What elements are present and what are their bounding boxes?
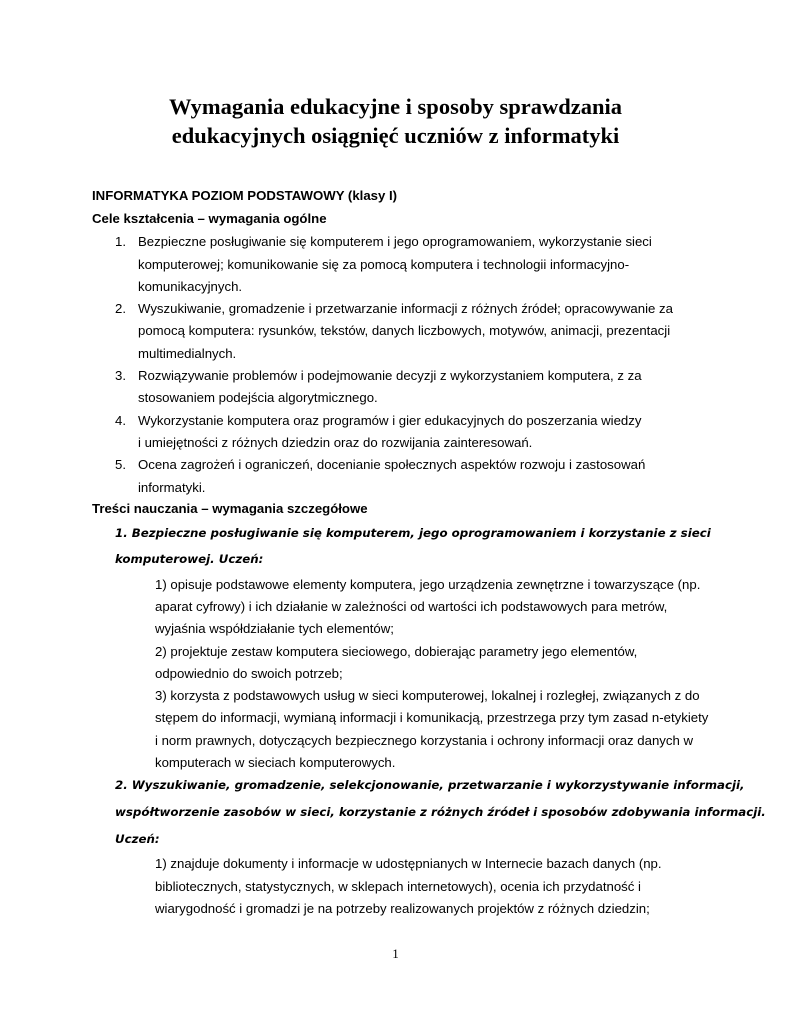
goal-number: 4. [115, 413, 126, 428]
subsection-2-heading: 2. Wyszukiwanie, gromadzenie, selekcjonowanie, przetwarzanie i wykorzystywanie informacji, [115, 778, 745, 792]
content-heading: Treści nauczania – wymagania szczegółowe [92, 501, 368, 516]
requirement-line: aparat cyfrowy) i ich działanie w zależności od wartości ich podstawowych para metrów, [155, 599, 668, 614]
goal-number: 3. [115, 368, 126, 383]
goal-line: Wykorzystanie komputera oraz programów i gier edukacyjnych do poszerzania wiedzy [138, 413, 642, 428]
goal-line: i umiejętności z różnych dziedzin oraz do rozwijania zainteresowań. [138, 435, 533, 450]
goal-number: 5. [115, 457, 126, 472]
goal-line: komunikacyjnych. [138, 279, 243, 294]
requirement-line: 1) opisuje podstawowe elementy komputera, jego urządzenia zewnętrzne i towarzyszące (np. [155, 577, 701, 592]
goals-heading: Cele kształcenia – wymagania ogólne [92, 211, 327, 226]
title-line-2: edukacyjnych osiągnięć uczniów z informatyki [171, 123, 620, 148]
requirement-line: stępem do informacji, wymianą informacji i komunikacją, przestrzega przy tym zasad n-etykiety [155, 710, 709, 725]
title-line-1: Wymagania edukacyjne i sposoby sprawdzania [169, 94, 622, 119]
subsection-1-heading: 1. Bezpieczne posługiwanie się komputerem, jego oprogramowaniem i korzystanie z sieci [115, 526, 711, 540]
requirement-line: bibliotecznych, statystycznych, w sklepach internetowych), ocenia ich przydatność i [155, 879, 641, 894]
subsection-1-heading: komputerowej. Uczeń: [115, 552, 264, 566]
goal-line: Bezpieczne posługiwanie się komputerem i jego oprogramowaniem, wykorzystanie sieci [138, 234, 652, 249]
goal-line: Ocena zagrożeń i ograniczeń, docenianie społecznych aspektów rozwoju i zastosowań [138, 457, 646, 472]
goal-number: 1. [115, 234, 126, 249]
requirement-line: i norm prawnych, dotyczących bezpiecznego korzystania i ochrony informacji oraz danych w [155, 733, 694, 748]
goal-number: 2. [115, 301, 126, 316]
requirement-line: 2) projektuje zestaw komputera sieciowego, dobierając parametry jego elementów, [155, 644, 638, 659]
subsection-2-heading: Uczeń: [115, 832, 160, 846]
goal-line: Wyszukiwanie, gromadzenie i przetwarzanie informacji z różnych źródeł; opracowywanie za [138, 301, 673, 316]
subsection-2-heading: współtworzenie zasobów w sieci, korzystanie z różnych źródeł i sposobów zdobywania informacji. [115, 805, 766, 819]
page-number: 1 [392, 946, 399, 961]
requirement-line: odpowiednio do swoich potrzeb; [155, 666, 343, 681]
goal-line: pomocą komputera: rysunków, tekstów, danych liczbowych, motywów, animacji, prezentacji [138, 323, 671, 338]
page-title [0, 92, 791, 150]
requirement-line: komputerach w sieciach komputerowych. [155, 755, 396, 770]
goal-line: Rozwiązywanie problemów i podejmowanie decyzji z wykorzystaniem komputera, z za [138, 368, 642, 383]
goal-line: informatyki. [138, 480, 206, 495]
requirement-line: 3) korzysta z podstawowych usług w sieci komputerowej, lokalnej i rozległej, związanych z do [155, 688, 700, 703]
goal-line: multimedialnych. [138, 346, 237, 361]
section-heading: INFORMATYKA POZIOM PODSTAWOWY (klasy I) [92, 188, 398, 203]
requirement-line: wiarygodność i gromadzi je na potrzeby realizowanych projektów z różnych dziedzin; [155, 901, 650, 916]
requirement-line: 1) znajduje dokumenty i informacje w udostępnianych w Internecie bazach danych (np. [155, 856, 662, 871]
requirement-line: wyjaśnia współdziałanie tych elementów; [155, 621, 394, 636]
goal-line: komputerowej; komunikowanie się za pomocą komputera i technologii informacyjno- [138, 257, 630, 272]
goal-line: stosowaniem podejścia algorytmicznego. [138, 390, 378, 405]
